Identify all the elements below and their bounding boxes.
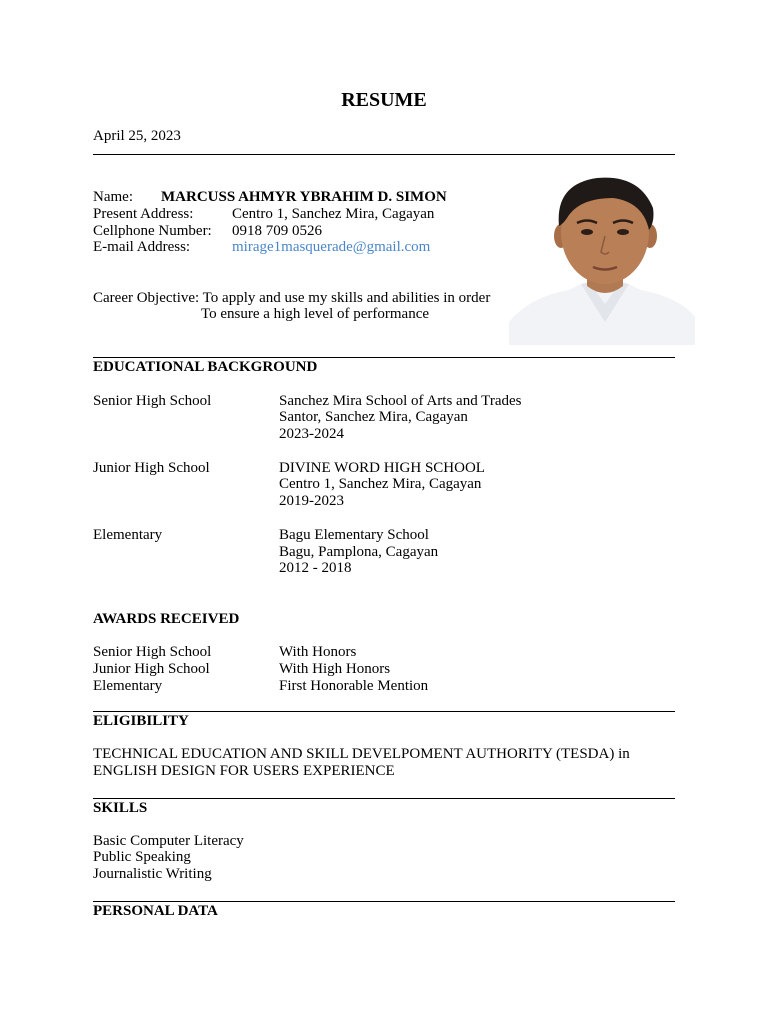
education-heading: EDUCATIONAL BACKGROUND [93,359,318,375]
name-label: Name: [93,189,133,205]
awards-heading: AWARDS RECEIVED [93,611,240,627]
email-link[interactable]: mirage1masquerade@gmail.com [232,239,431,255]
award-level: Junior High School [93,661,210,677]
divider [93,901,675,902]
eligibility-heading: ELIGIBILITY [93,713,189,729]
divider [93,357,675,358]
address-value: Centro 1, Sanchez Mira, Cagayan [232,206,435,222]
skill-item: Public Speaking [93,849,191,865]
divider [93,798,675,799]
divider [93,711,675,712]
education-years: 2012 - 2018 [279,560,352,576]
education-school: Bagu Elementary School [279,527,429,543]
award-name: With High Honors [279,661,391,677]
education-school: DIVINE WORD HIGH SCHOOL [279,460,485,476]
career-objective-line1: Career Objective: To apply and use my skills and abilities in order [93,290,491,306]
career-objective-line2: To ensure a high level of performance [201,306,430,322]
award-level: Senior High School [93,644,212,660]
award-name: First Honorable Mention [279,678,429,694]
page-title: RESUME [341,89,427,111]
education-level: Senior High School [93,393,212,409]
award-name: With Honors [279,644,357,660]
skill-item: Journalistic Writing [93,866,212,882]
award-level: Elementary [93,678,163,694]
education-level: Junior High School [93,460,210,476]
education-location: Santor, Sanchez Mira, Cagayan [279,409,468,425]
education-years: 2019-2023 [279,493,344,509]
personal-data-heading: PERSONAL DATA [93,903,218,919]
eligibility-line2: ENGLISH DESIGN FOR USERS EXPERIENCE [93,763,395,779]
resume-date: April 25, 2023 [93,128,181,144]
divider [93,154,675,155]
education-location: Bagu, Pamplona, Cagayan [279,544,439,560]
education-years: 2023-2024 [279,426,344,442]
education-location: Centro 1, Sanchez Mira, Cagayan [279,476,482,492]
eligibility-line1: TECHNICAL EDUCATION AND SKILL DEVELPOMENT AUTHORITY (TESDA) in [93,746,630,762]
email-label: E-mail Address: [93,239,191,255]
portrait-icon [509,172,695,345]
education-level: Elementary [93,527,163,543]
name-value: MARCUSS AHMYR YBRAHIM D. SIMON [161,189,447,205]
skill-item: Basic Computer Literacy [93,833,244,849]
education-school: Sanchez Mira School of Arts and Trades [279,393,522,409]
address-label: Present Address: [93,206,194,222]
skills-heading: SKILLS [93,800,148,816]
phone-value: 0918 709 0526 [232,223,322,239]
portrait-photo [509,172,695,345]
phone-label: Cellphone Number: [93,223,212,239]
